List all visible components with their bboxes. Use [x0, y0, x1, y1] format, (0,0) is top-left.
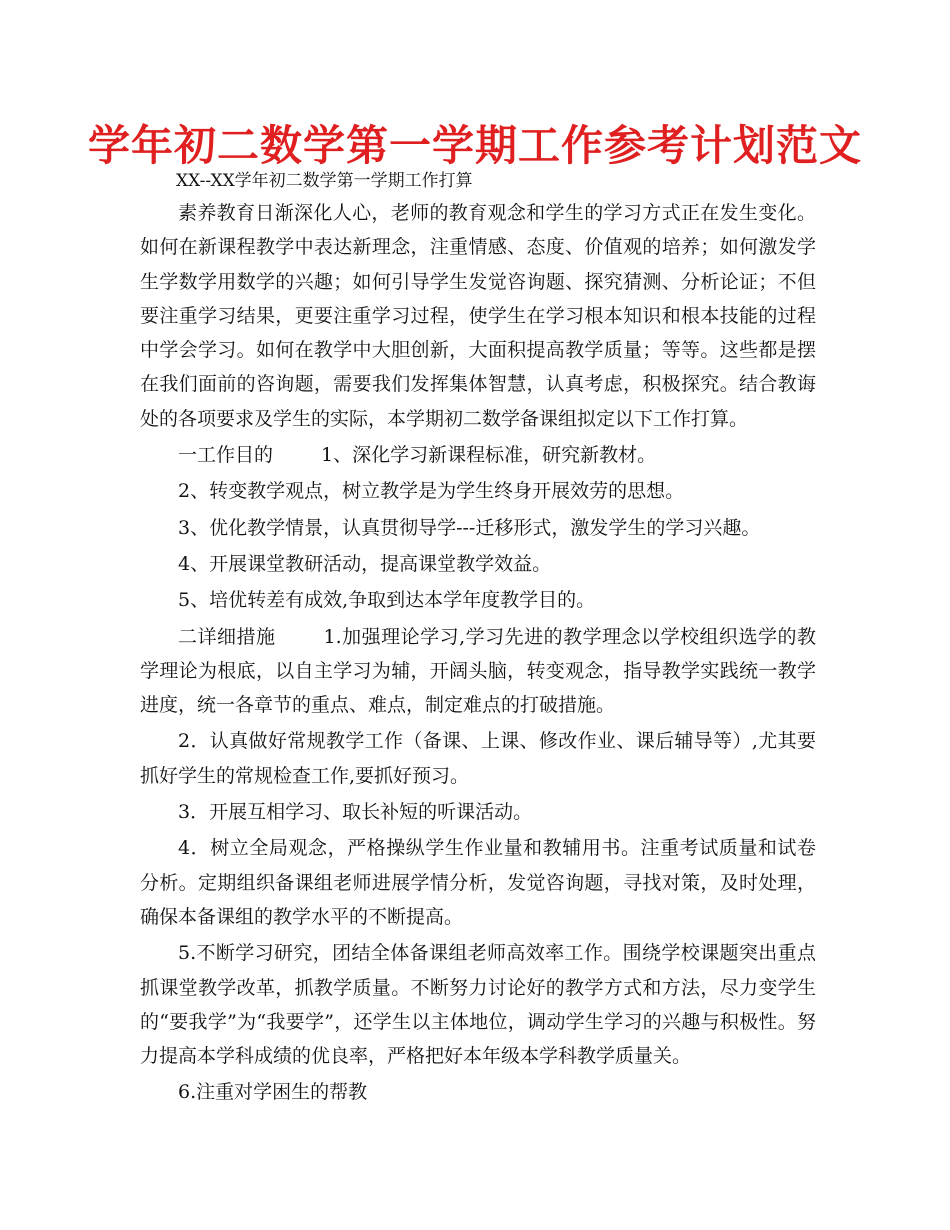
section2-item-6: 6.注重对学困生的帮教	[178, 1081, 368, 1104]
section2-item-1: 1.加强理论学习,学习先进的教学理念以学校组织选学的教学理论为根底，以自主学习为辅，开阔头脑，转变观念，指导教学实践统一教学进度，统一各章节的重点、难点，制定难点的打破措施。	[140, 625, 816, 717]
section1-item-1: 1、深化学习新课程标准，研究新教材。	[321, 444, 657, 467]
section2-item-4: 4．树立全局观念，严格操纵学生作业量和教辅用书。注重考试质量和试卷分析。定期组织备课组老师进展学情分析，发觉咨询题，寻找对策，及时处理，确保本备课组的教学水平的不断提高。	[140, 837, 816, 928]
document-body	[140, 196, 816, 1110]
section1-heading-line	[140, 438, 816, 472]
section2-item-2: 2．认真做好常规教学工作（备课、上课、修改作业、课后辅导等）,尤其要抓好学生的常规检查工作,要抓好预习。	[140, 730, 816, 787]
intro-paragraph: 素养教育日渐深化人心，老师的教育观念和学生的学习方式正在发生变化。如何在新课程教学中表达新理念，注重情感、态度、价值观的培养；如何激发学生学数学用数学的兴趣；如何引导学生发觉咨询题、探究猜测、分析论证；不但要注重学习结果，更要注重学习过程，使学生在学习根本知识和根本技能的过程中学会学习。如何在教学中大胆创新，大面积提高教学质量；等等。这些都是摆在我们面前的咨询题，需要我们发挥集体智慧，认真考虑，积极探究。结合教诲处的各项要求及学生的实际，本学期初二数学备课组拟定以下工作打算。	[140, 202, 816, 430]
section1-item-3: 3、优化教学情景，认真贯彻导学---迁移形式，激发学生的学习兴趣。	[178, 516, 761, 539]
section2-item-5: 5.不断学习研究，团结全体备课组老师高效率工作。围绕学校课题突出重点抓课堂教学改革，抓教学质量。不断努力讨论好的教学方式和方法，尽力变学生的“要我学”为“我要学”，还学生以主体地位，调动学生学习的兴趣与积极性。努力提高本学科成绩的优良率，严格把好本年级本学科教学质量关。	[140, 942, 816, 1068]
document-title: 学年初二数学第一学期工作参考计划范文	[87, 121, 862, 170]
section2-item-3: 3．开展互相学习、取长补短的听课活动。	[178, 801, 533, 824]
section2-heading-line	[140, 620, 816, 723]
document-subtitle: XX--XX学年初二数学第一学期工作打算	[176, 171, 473, 191]
section2-heading: 二详细措施	[178, 625, 276, 648]
section1-item-4: 4、开展课堂教研活动，提高课堂教学效益。	[178, 552, 552, 575]
section1-item-2: 2、转变教学观点，树立教学是为学生终身开展效劳的思想。	[178, 480, 685, 503]
section1-item-5: 5、培优转差有成效,争取到达本学年度教学目的。	[178, 589, 596, 612]
section1-heading: 一工作目的	[178, 444, 274, 467]
